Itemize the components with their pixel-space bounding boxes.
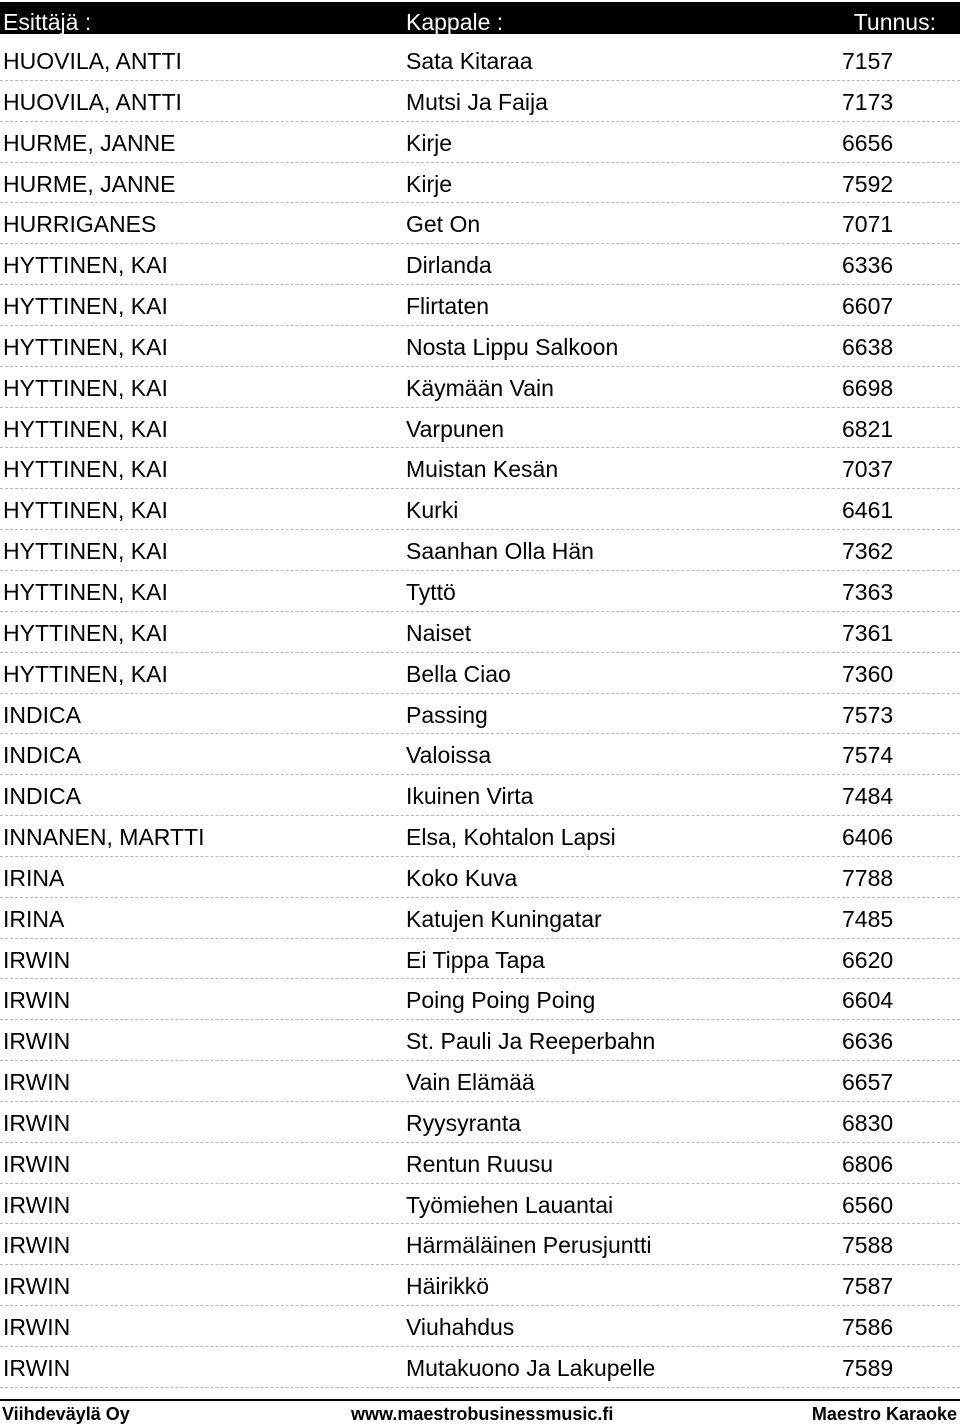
table-row bbox=[0, 489, 960, 530]
code-cell: 6406 bbox=[842, 824, 894, 851]
table-row bbox=[0, 1020, 960, 1061]
code-cell: 7588 bbox=[842, 1232, 894, 1259]
song-cell: Ikuinen Virta bbox=[406, 783, 534, 810]
song-cell: Mutakuono Ja Lakupelle bbox=[406, 1355, 656, 1381]
table-row bbox=[0, 857, 960, 898]
page-footer bbox=[0, 1399, 960, 1423]
song-cell: St. Pauli Ja Reeperbahn bbox=[406, 1028, 656, 1055]
song-list bbox=[0, 40, 960, 1388]
song-cell: Get On bbox=[406, 211, 481, 238]
table-row bbox=[0, 163, 960, 204]
artist-cell: HYTTINEN, KAI bbox=[3, 578, 168, 605]
table-row bbox=[0, 448, 960, 489]
code-cell: 7574 bbox=[842, 742, 894, 769]
song-column-header: Kappale : bbox=[406, 9, 504, 34]
table-row bbox=[0, 203, 960, 244]
artist-cell: IRWIN bbox=[3, 1232, 71, 1259]
artist-cell: HURME, JANNE bbox=[3, 170, 176, 197]
artist-cell: HYTTINEN, KAI bbox=[3, 497, 168, 524]
artist-cell: IRWIN bbox=[3, 1150, 71, 1177]
song-cell: Elsa, Kohtalon Lapsi bbox=[406, 824, 616, 851]
artist-cell: IRINA bbox=[3, 864, 65, 891]
artist-cell: IRWIN bbox=[3, 1109, 71, 1136]
artist-cell: HYTTINEN, KAI bbox=[3, 456, 168, 483]
table-row bbox=[0, 1224, 960, 1265]
table-row bbox=[0, 408, 960, 449]
song-cell: Työmiehen Lauantai bbox=[406, 1191, 614, 1218]
song-cell: Mutsi Ja Faija bbox=[406, 88, 548, 115]
table-row bbox=[0, 898, 960, 939]
table-row bbox=[0, 367, 960, 408]
song-cell: Poing Poing Poing bbox=[406, 987, 596, 1014]
song-cell: Muistan Kesän bbox=[406, 456, 559, 483]
table-row bbox=[0, 326, 960, 367]
artist-cell: HUOVILA, ANTTI bbox=[3, 88, 182, 115]
code-cell: 7788 bbox=[842, 864, 894, 891]
artist-cell: INDICA bbox=[3, 783, 81, 810]
code-cell: 7071 bbox=[842, 211, 894, 238]
artist-cell: IRWIN bbox=[3, 1355, 71, 1381]
code-cell: 6607 bbox=[842, 293, 894, 320]
artist-cell: IRWIN bbox=[3, 1314, 71, 1341]
artist-cell: HYTTINEN, KAI bbox=[3, 293, 168, 320]
song-cell: Bella Ciao bbox=[406, 660, 511, 687]
song-cell: Viuhahdus bbox=[406, 1314, 515, 1341]
code-cell: 6604 bbox=[842, 987, 894, 1014]
code-cell: 7361 bbox=[842, 619, 894, 646]
artist-cell: IRINA bbox=[3, 905, 65, 932]
table-row bbox=[0, 734, 960, 775]
table-row bbox=[0, 244, 960, 285]
table-row bbox=[0, 939, 960, 980]
song-cell: Dirlanda bbox=[406, 252, 492, 279]
song-cell: Häirikkö bbox=[406, 1273, 490, 1300]
footer-brand: Maestro Karaoke bbox=[811, 1404, 957, 1424]
code-cell: 7589 bbox=[842, 1355, 894, 1381]
artist-cell: HYTTINEN, KAI bbox=[3, 252, 168, 279]
table-row bbox=[0, 653, 960, 694]
code-cell: 7037 bbox=[842, 456, 894, 483]
code-column-header: Tunnus: bbox=[853, 9, 936, 34]
table-row bbox=[0, 530, 960, 571]
code-cell: 6656 bbox=[842, 129, 894, 156]
table-row bbox=[0, 122, 960, 163]
song-cell: Tyttö bbox=[406, 578, 456, 605]
song-cell: Käymään Vain bbox=[406, 374, 554, 401]
table-row bbox=[0, 1347, 960, 1388]
song-cell: Koko Kuva bbox=[406, 864, 518, 891]
song-cell: Kurki bbox=[406, 497, 459, 524]
code-cell: 6636 bbox=[842, 1028, 894, 1055]
code-cell: 6821 bbox=[842, 415, 894, 442]
table-row bbox=[0, 816, 960, 857]
song-cell: Saanhan Olla Hän bbox=[406, 538, 594, 565]
code-cell: 7362 bbox=[842, 538, 894, 565]
table-row bbox=[0, 694, 960, 735]
table-header bbox=[0, 2, 960, 34]
code-cell: 6657 bbox=[842, 1069, 894, 1096]
code-cell: 6461 bbox=[842, 497, 894, 524]
code-cell: 6638 bbox=[842, 333, 894, 360]
artist-cell: IRWIN bbox=[3, 987, 71, 1014]
song-cell: Ryysyranta bbox=[406, 1109, 522, 1136]
code-cell: 6830 bbox=[842, 1109, 894, 1136]
artist-cell: HURRIGANES bbox=[3, 211, 157, 238]
code-cell: 6560 bbox=[842, 1191, 894, 1218]
table-row bbox=[0, 571, 960, 612]
code-cell: 7157 bbox=[842, 48, 894, 74]
code-cell: 6806 bbox=[842, 1150, 894, 1177]
table-row bbox=[0, 775, 960, 816]
song-cell: Kirje bbox=[406, 129, 453, 156]
table-row bbox=[0, 1102, 960, 1143]
song-cell: Vain Elämää bbox=[406, 1069, 535, 1096]
artist-cell: HUOVILA, ANTTI bbox=[3, 48, 182, 74]
artist-cell: HURME, JANNE bbox=[3, 129, 176, 156]
artist-column-header: Esittäjä : bbox=[3, 9, 92, 34]
code-cell: 7587 bbox=[842, 1273, 894, 1300]
artist-cell: IRWIN bbox=[3, 1191, 71, 1218]
table-row bbox=[0, 40, 960, 81]
artist-cell: IRWIN bbox=[3, 946, 71, 973]
song-cell: Katujen Kuningatar bbox=[406, 905, 602, 932]
song-cell: Rentun Ruusu bbox=[406, 1150, 554, 1177]
song-cell: Härmäläinen Perusjuntti bbox=[406, 1232, 652, 1259]
song-cell: Kirje bbox=[406, 170, 453, 197]
song-cell: Flirtaten bbox=[406, 293, 490, 320]
artist-cell: HYTTINEN, KAI bbox=[3, 415, 168, 442]
song-cell: Valoissa bbox=[406, 742, 492, 769]
artist-cell: IRWIN bbox=[3, 1069, 71, 1096]
code-cell: 7573 bbox=[842, 701, 894, 728]
artist-cell: HYTTINEN, KAI bbox=[3, 333, 168, 360]
code-cell: 7363 bbox=[842, 578, 894, 605]
footer-company: Viihdeväylä Oy bbox=[2, 1404, 130, 1424]
code-cell: 6620 bbox=[842, 946, 894, 973]
code-cell: 7586 bbox=[842, 1314, 894, 1341]
song-cell: Ei Tippa Tapa bbox=[406, 946, 545, 973]
artist-cell: HYTTINEN, KAI bbox=[3, 538, 168, 565]
table-row bbox=[0, 1061, 960, 1102]
song-cell: Nosta Lippu Salkoon bbox=[406, 333, 619, 360]
song-cell: Naiset bbox=[406, 619, 472, 646]
artist-cell: HYTTINEN, KAI bbox=[3, 374, 168, 401]
artist-cell: INDICA bbox=[3, 701, 81, 728]
code-cell: 6698 bbox=[842, 374, 894, 401]
table-row bbox=[0, 1143, 960, 1184]
code-cell: 7485 bbox=[842, 905, 894, 932]
artist-cell: HYTTINEN, KAI bbox=[3, 619, 168, 646]
table-row bbox=[0, 1265, 960, 1306]
table-row bbox=[0, 285, 960, 326]
song-cell: Passing bbox=[406, 701, 488, 728]
code-cell: 7360 bbox=[842, 660, 894, 687]
table-row bbox=[0, 1184, 960, 1225]
artist-cell: IRWIN bbox=[3, 1028, 71, 1055]
table-row bbox=[0, 979, 960, 1020]
song-cell: Varpunen bbox=[406, 415, 505, 442]
song-cell: Sata Kitaraa bbox=[406, 48, 533, 74]
code-cell: 7173 bbox=[842, 88, 894, 115]
code-cell: 7592 bbox=[842, 170, 894, 197]
artist-cell: INDICA bbox=[3, 742, 81, 769]
table-row bbox=[0, 612, 960, 653]
artist-cell: HYTTINEN, KAI bbox=[3, 660, 168, 687]
code-cell: 7484 bbox=[842, 783, 894, 810]
code-cell: 6336 bbox=[842, 252, 894, 279]
artist-cell: IRWIN bbox=[3, 1273, 71, 1300]
table-row bbox=[0, 1306, 960, 1347]
footer-website: www.maestrobusinessmusic.fi bbox=[351, 1404, 614, 1424]
table-row bbox=[0, 81, 960, 122]
artist-cell: INNANEN, MARTTI bbox=[3, 824, 205, 851]
